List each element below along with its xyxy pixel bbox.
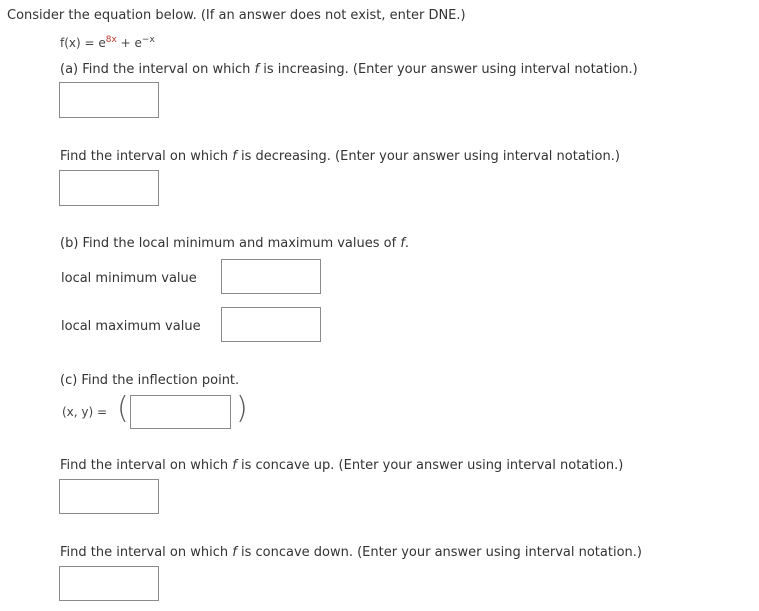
- question-suffix: is decreasing. (Enter your answer using interval notation.): [236, 149, 620, 164]
- part-a-decreasing-question: [60, 149, 620, 164]
- question-suffix: .: [404, 236, 410, 251]
- concave-up-question: [60, 458, 623, 473]
- question-prefix: Find the interval on which: [60, 149, 233, 164]
- equation-lhs: f(x) = e: [60, 36, 106, 50]
- part-c-question: (c) Find the inflection point.: [60, 373, 240, 388]
- f-symbol: f: [232, 545, 237, 560]
- right-paren: ): [236, 391, 248, 426]
- f-symbol: f: [254, 62, 260, 77]
- xy-label: (x, y) =: [62, 405, 108, 419]
- part-b-question: [60, 236, 409, 251]
- question-prefix: Find the interval on which: [60, 458, 233, 473]
- concave-down-input[interactable]: [59, 566, 159, 601]
- question-prefix: Find the interval on which: [60, 545, 233, 560]
- question-prefix: (b) Find the local minimum and maximum values of: [60, 236, 401, 251]
- equation: [60, 36, 155, 50]
- question-suffix: is concave down. (Enter your answer using interval notation.): [236, 545, 642, 560]
- question-suffix: is increasing. (Enter your answer using interval notation.): [259, 62, 638, 77]
- concave-down-question: [60, 545, 642, 560]
- intro-text: Consider the equation below. (If an answer does not exist, enter DNE.): [7, 8, 466, 23]
- f-symbol: f: [400, 236, 405, 251]
- local-min-input[interactable]: [221, 259, 321, 294]
- equation-plus: + e: [116, 36, 142, 50]
- question-suffix: is concave up. (Enter your answer using interval notation.): [236, 458, 624, 473]
- equation-exp1: 8x: [105, 35, 117, 45]
- left-paren: (: [117, 391, 129, 426]
- concave-up-input[interactable]: [59, 479, 159, 514]
- inflection-point-input[interactable]: [130, 395, 231, 429]
- local-max-input[interactable]: [221, 307, 321, 342]
- f-symbol: f: [232, 149, 237, 164]
- equation-exp2: −x: [141, 35, 155, 45]
- decreasing-answer-input[interactable]: [59, 170, 159, 206]
- part-a-increasing-question: [60, 62, 638, 77]
- local-min-label: local minimum value: [61, 271, 197, 286]
- increasing-answer-input[interactable]: [59, 82, 159, 118]
- local-max-label: local maximum value: [61, 319, 201, 334]
- question-prefix: (a) Find the interval on which: [60, 62, 255, 77]
- f-symbol: f: [232, 458, 237, 473]
